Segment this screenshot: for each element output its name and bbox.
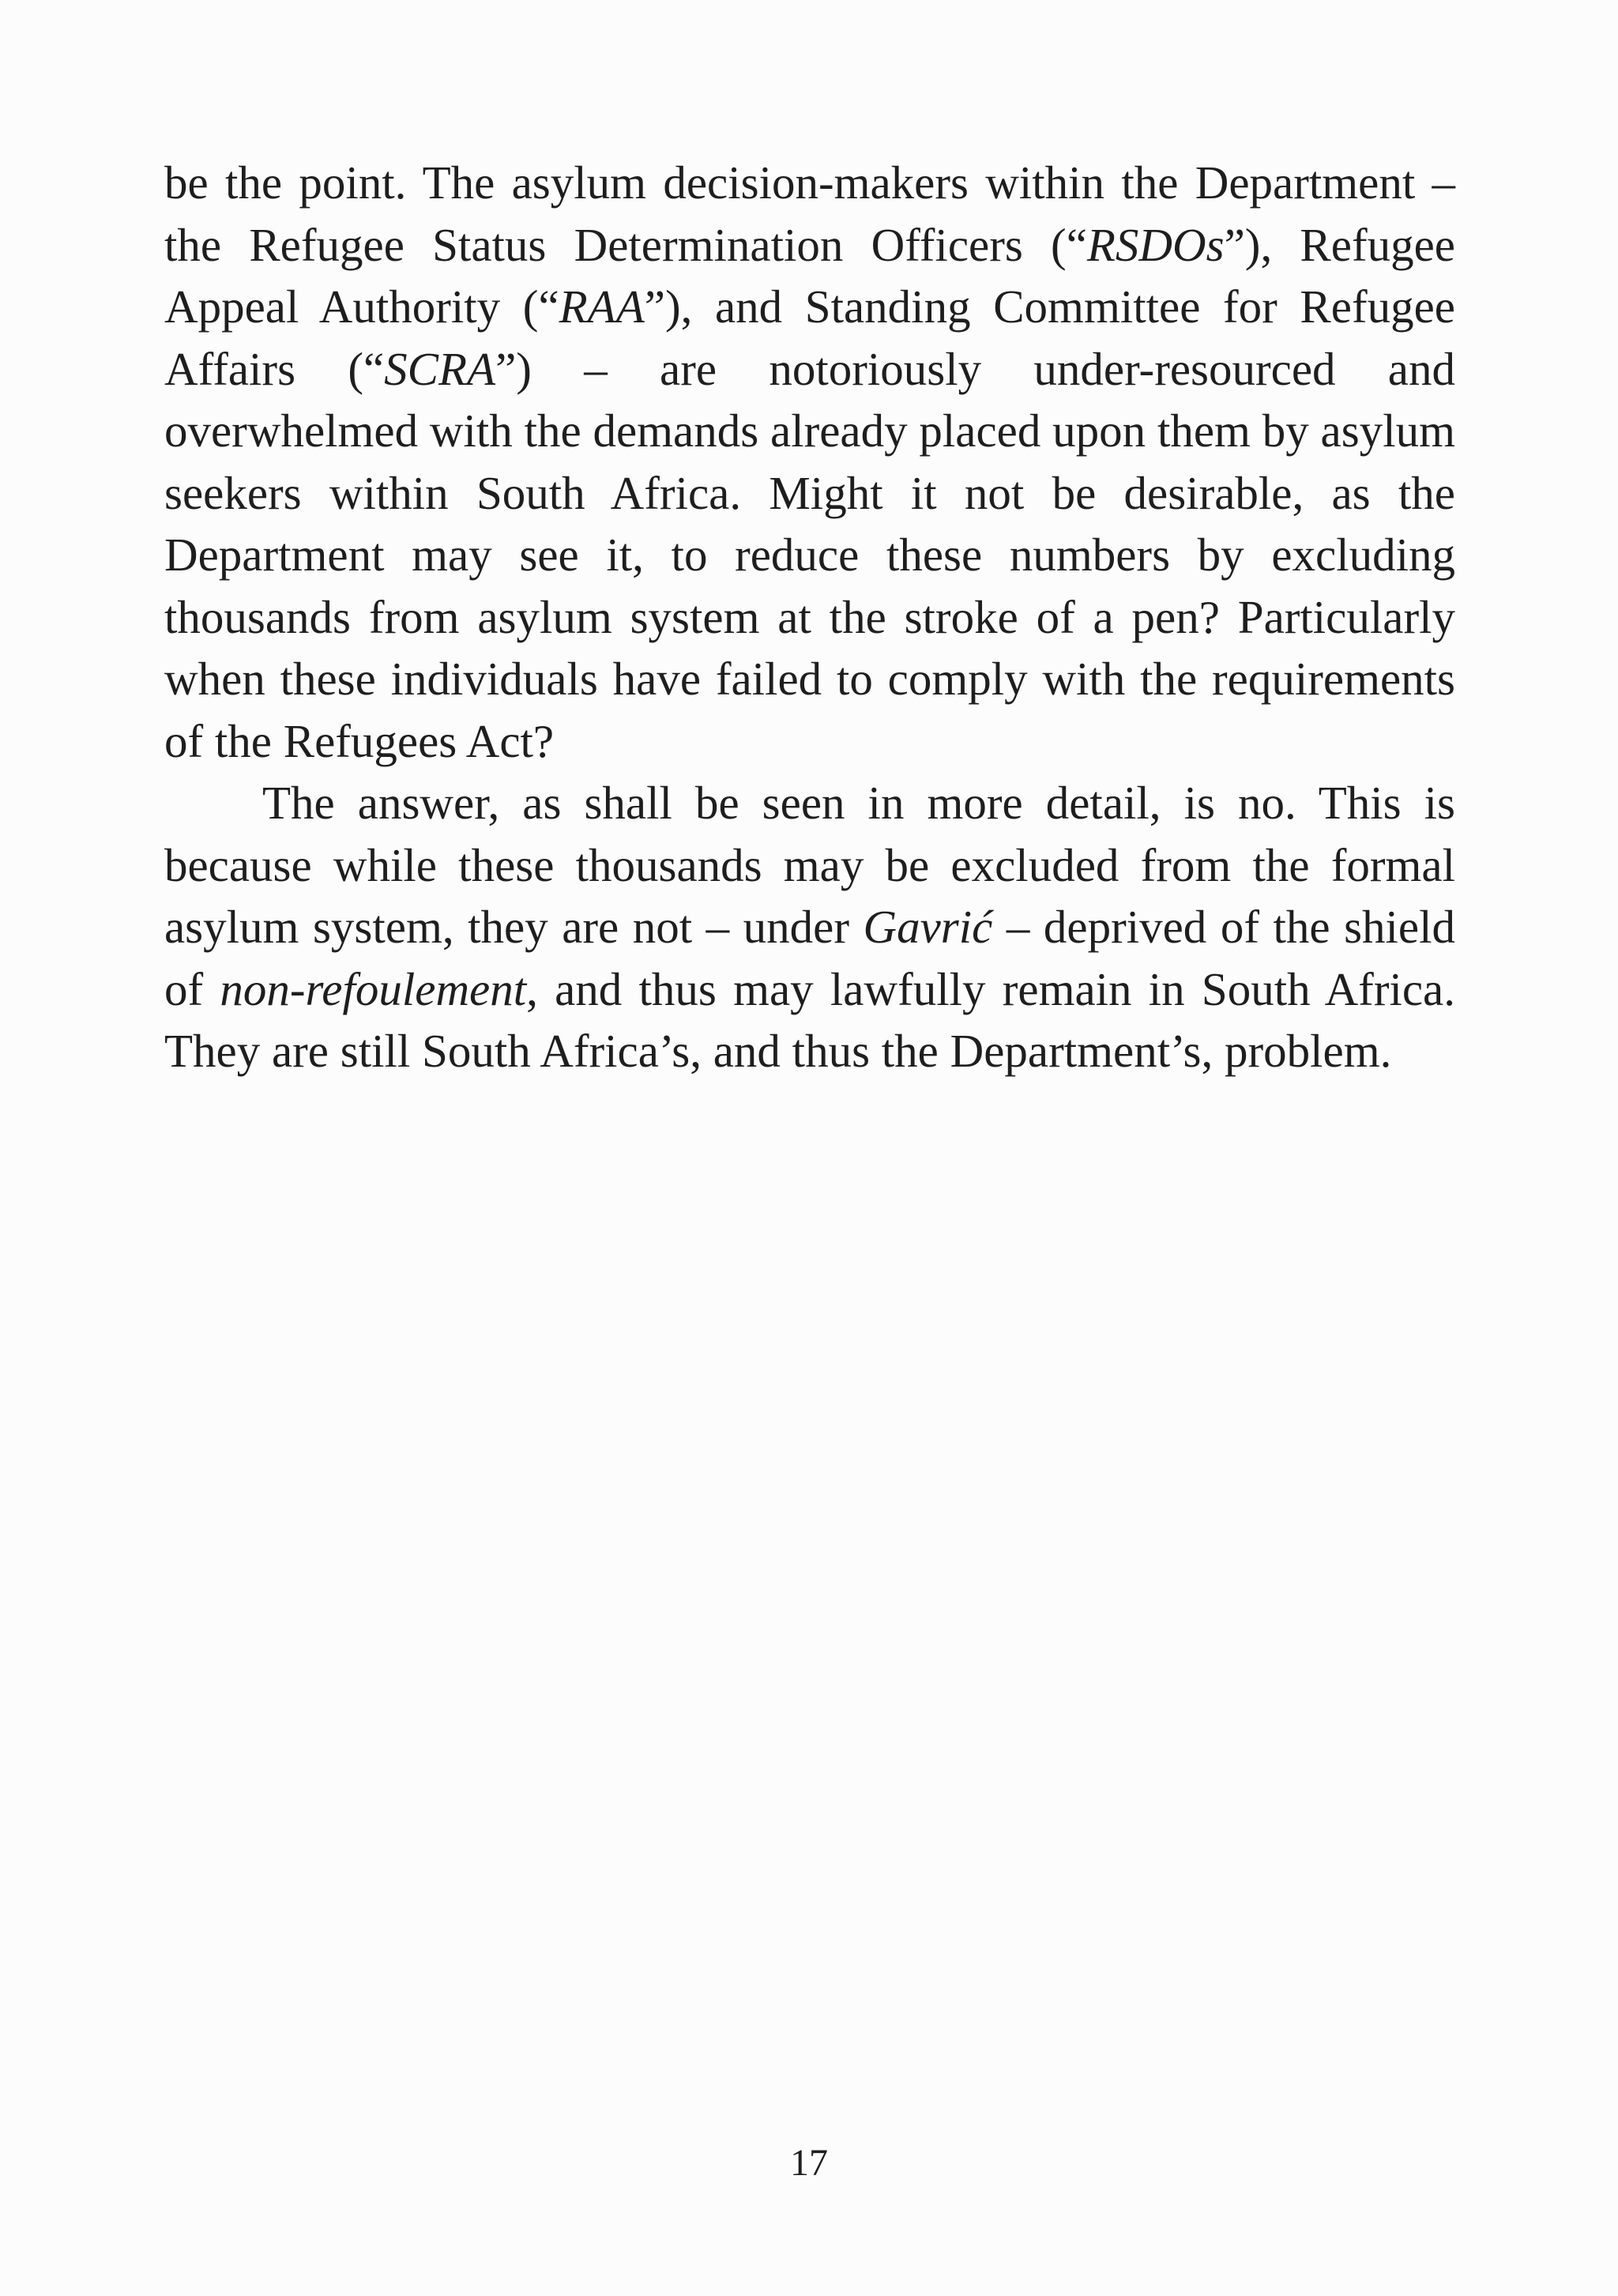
italic-term: non-refoulement (220, 962, 527, 1015)
text-run: ”), Refugee Appeal Authority (“ (164, 218, 1455, 333)
text-run: – deprived of the shield of (164, 901, 1456, 1015)
body-text (164, 152, 1455, 1082)
text-run: , and thus may lawfully remain in South Africa. They are still South Africa’s, and thus the Department’s, problem. (164, 962, 1455, 1077)
italic-term: RSDOs (1086, 218, 1225, 271)
text-run: ”), and Standing Committee for Refugee Affairs (“ (164, 280, 1455, 395)
italic-term: RAA (559, 280, 645, 333)
page-number: 17 (790, 2142, 828, 2184)
paragraph-1 (164, 152, 1455, 772)
text-run: be the point. The asylum decision-makers within the Department – the Refugee Status Determination Officers (“ (164, 156, 1455, 271)
paragraph-2 (164, 772, 1455, 1082)
text-run: The answer, as shall be seen in more detail, is no. This is because while these thousands may be excluded from the formal asylum system, they are not – under (164, 777, 1455, 953)
italic-term: SCRA (384, 342, 496, 395)
italic-term: Gavrić (863, 901, 993, 953)
text-run: ”) – are notoriously under-resourced and overwhelmed with the demands already placed upon them by asylum seekers within South Africa. Might it not be desirable, as the Department may see it, to reduce these numbers by excluding thousands from asylum system at the stroke of a pen? Particularly when these individuals have failed to comply with the requirements of the Refugees Act? (164, 342, 1455, 767)
